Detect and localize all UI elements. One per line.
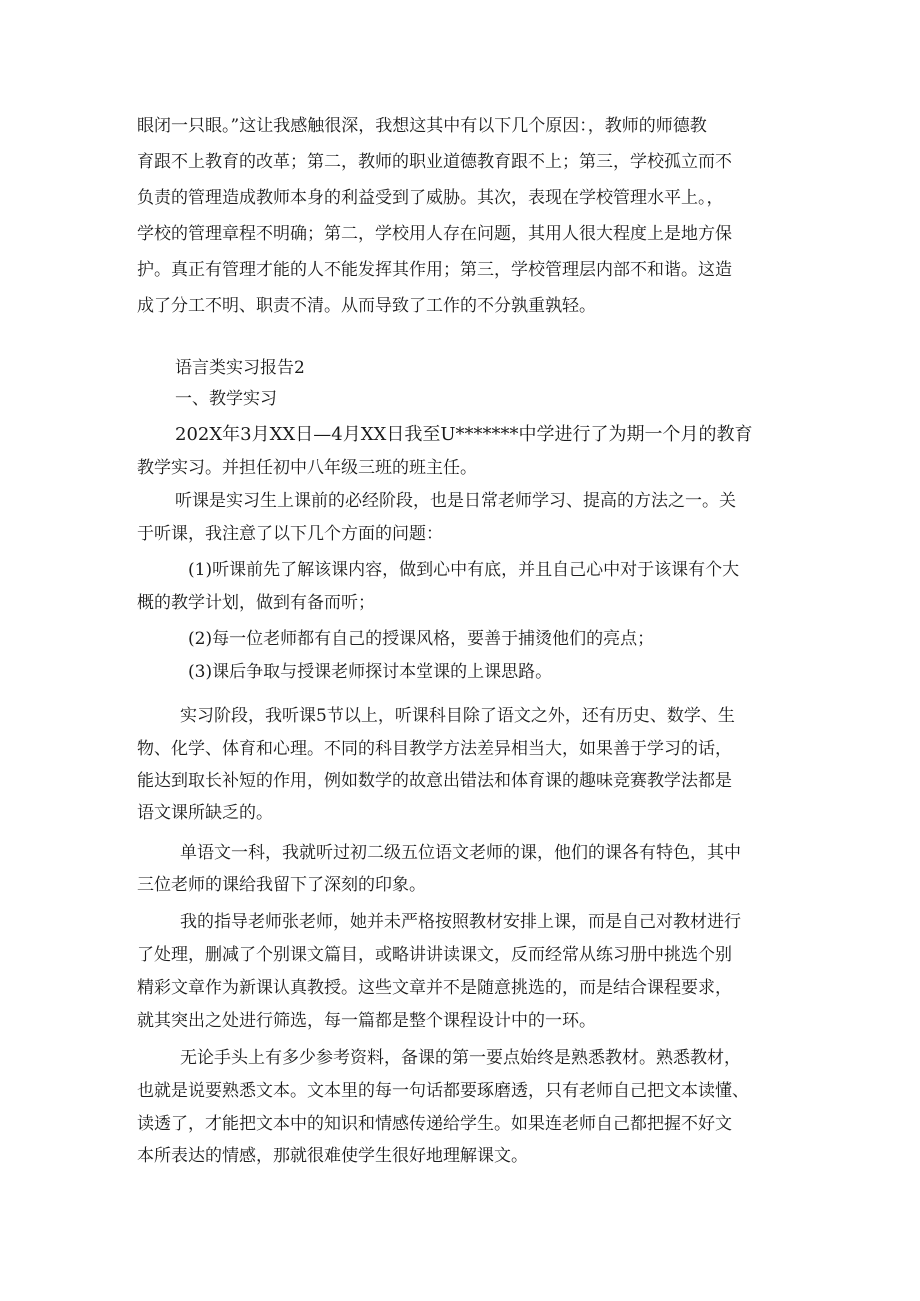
text-line: 物、化学、体育和心理。不同的科目教学方法差异相当大，如果善于学习的话， <box>137 739 732 759</box>
text-line: 精彩文章作为新课认真教授。这些文章并不是随意挑选的，而是结合课程要求， <box>137 978 732 998</box>
section-title: 语言类实习报告2 <box>175 358 305 378</box>
text-line: 202X年3月XX日—4月XX日我至U*******中学进行了为期一个月的教育 <box>175 424 753 445</box>
text-line: 育跟不上教育的改革；第二，教师的职业道德教育跟不上；第三，学校孤立而不 <box>137 152 732 172</box>
text-line: 教学实习。并担任初中八年级三班的班主任。 <box>137 458 477 478</box>
text-line: 于听课，我注意了以下几个方面的问题： <box>137 524 443 544</box>
text-line: 语文课所缺乏的。 <box>137 803 273 823</box>
text-line: 三位老师的课给我留下了深刻的印象。 <box>137 875 426 895</box>
text-line: 眼闭一只眼。”这让我感触很深，我想这其中有以下几个原因：，教师的师德教 <box>137 116 707 136</box>
list-item: (3)课后争取与授课老师探讨本堂课的上课思路。 <box>188 662 553 682</box>
text-line: 听课是实习生上课前的必经阶段，也是日常老师学习、提高的方法之一。关 <box>175 491 736 511</box>
text-line: 学校的管理章程不明确；第二，学校用人存在问题，其用人很大程度上是地方保 <box>137 224 732 244</box>
text-line: 单语文一科，我就听过初二级五位语文老师的课，他们的课各有特色，其中 <box>180 843 741 863</box>
list-item: (1)听课前先了解该课内容，做到心中有底，并且自己心中对于该课有个大 <box>188 560 740 580</box>
text-line: 也就是说要熟悉文本。文本里的每一句话都要琢磨透，只有老师自己把文本读懂、 <box>137 1081 749 1101</box>
text-line: 读透了，才能把文本中的知识和情感传递给学生。如果连老师自己都把握不好文 <box>137 1114 732 1134</box>
list-item: (2)每一位老师都有自己的授课风格，要善于捕烫他们的亮点； <box>188 629 655 649</box>
text-line: 能达到取长补短的作用，例如数学的故意出错法和体育课的趣味竞赛教学法都是 <box>137 771 732 791</box>
text-line: 概的教学计划，做到有备而听； <box>137 593 375 613</box>
text-line: 本所表达的情感，那就很难使学生很好地理解课文。 <box>137 1146 528 1166</box>
subsection-heading: 一、教学实习 <box>175 389 277 409</box>
text-line: 成了分工不明、职责不清。从而导致了工作的不分孰重孰轻。 <box>137 296 596 316</box>
text-line: 了处理，删减了个别课文篇目，或略讲讲读课文，反而经常从练习册中挑选个别 <box>137 945 732 965</box>
text-line: 护。真正有管理才能的人不能发挥其作用；第三，学校管理层内部不和谐。这造 <box>137 260 732 280</box>
text-line: 实习阶段，我听课5节以上，听课科目除了语文之外，还有历史、数学、生 <box>180 706 735 726</box>
text-line: 我的指导老师张老师，她并未严格按照教材安排上课，而是自己对教材进行 <box>180 912 741 932</box>
text-line: 无论手头上有多少参考资料，备课的第一要点始终是熟悉教材。熟悉教材， <box>180 1048 741 1068</box>
text-line: 负责的管理造成教师本身的利益受到了威胁。其次，表现在学校管理水平上。， <box>137 188 724 208</box>
text-line: 就其突出之处进行筛选，每一篇都是整个课程设计中的一环。 <box>137 1011 596 1031</box>
